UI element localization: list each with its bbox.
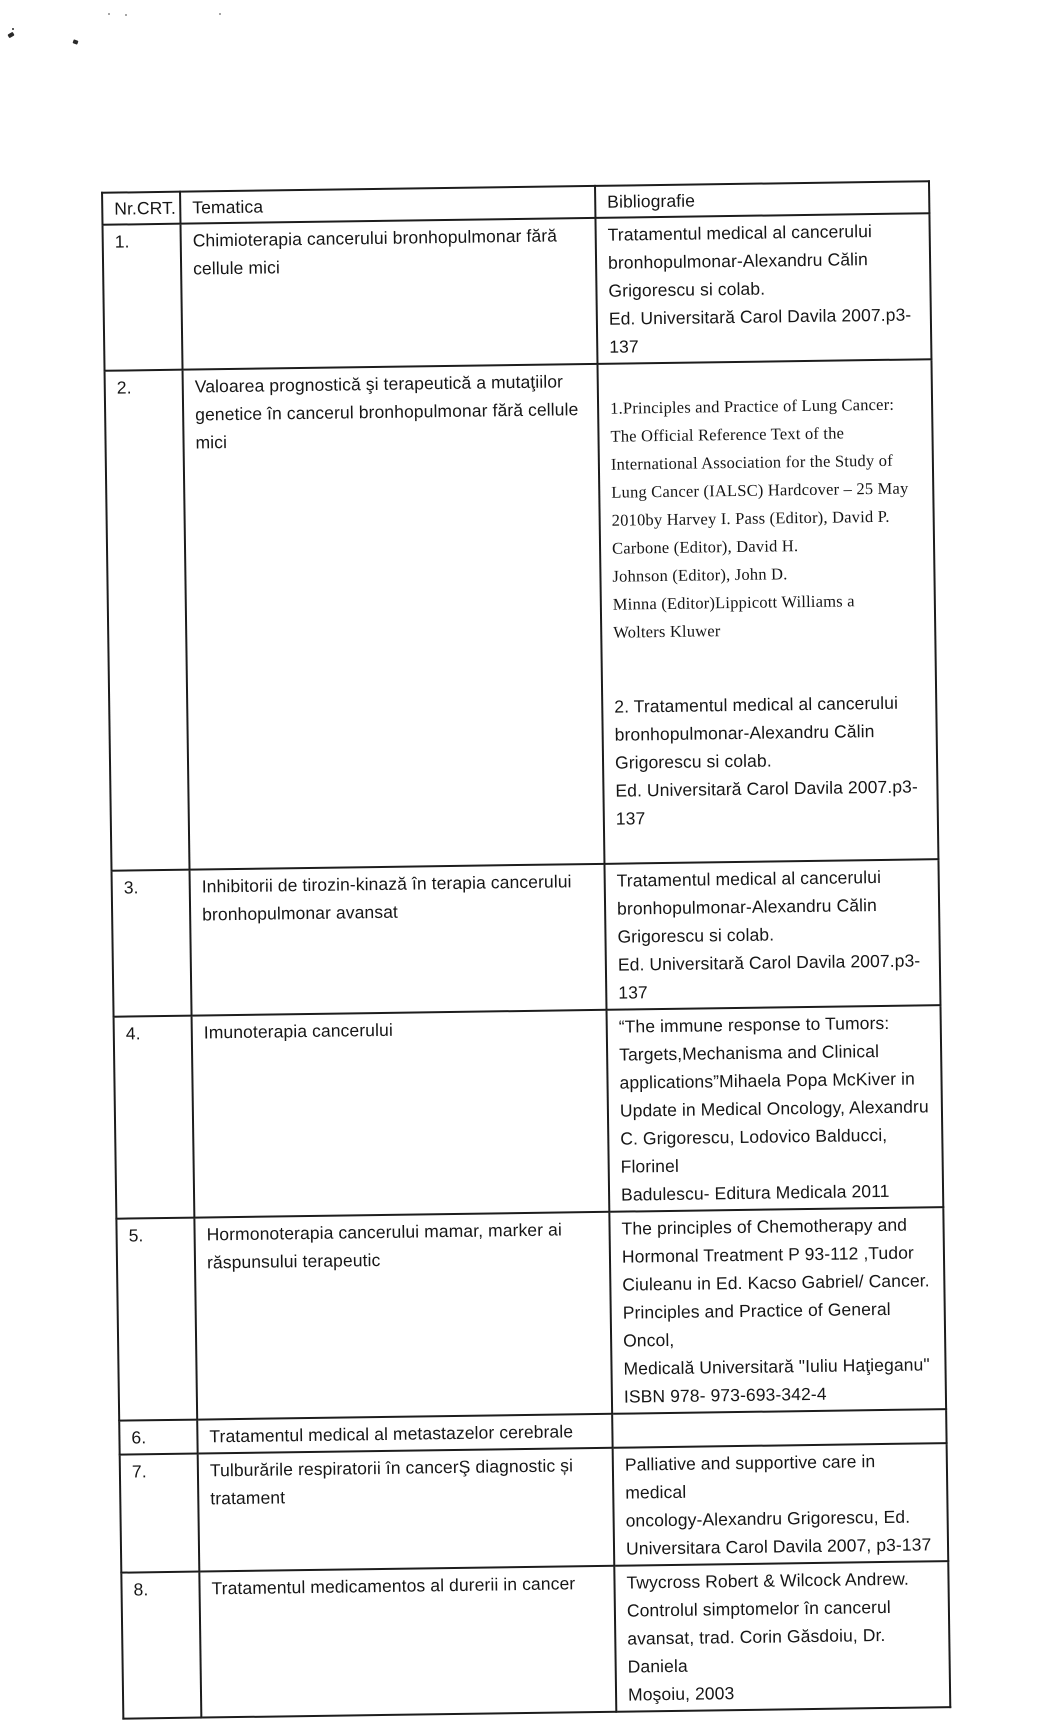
- tematica-cell: Imunoterapia cancerului: [192, 1010, 610, 1218]
- table-row: [116, 1207, 946, 1421]
- row-number-cell: 1.: [103, 224, 183, 371]
- bibliografie-cell: Tratamentul medical al cancerului bronhopulmonar-Alexandru Călin Grigorescu si colab. Ed. Universitară Carol Davila 2007.p3- 137: [604, 859, 940, 1010]
- bibliografie-cell: Twycross Robert & Wilcock Andrew. Controlul simptomelor în cancerul avansat, trad. Corin Găsdoiu, Dr. Daniela Moşoiu, 2003: [614, 1561, 950, 1712]
- row-number-cell: 2.: [105, 370, 190, 871]
- row-number-cell: 5.: [116, 1218, 197, 1421]
- bibliografie-cell: Tratamentul medical al cancerului bronhopulmonar-Alexandru Călin Grigorescu si colab. Ed. Universitară Carol Davila 2007.p3- 137: [595, 213, 931, 364]
- scan-speckle: [125, 14, 127, 16]
- scan-speckle: [108, 13, 110, 15]
- tematica-cell: Inhibitorii de tirozin-kinază în terapia cancerului bronhopulmonar avansat: [190, 864, 607, 1016]
- bibliografie-cell: Palliative and supportive care in medical oncology-Alexandru Grigorescu, Ed. Universitara Carol Davila 2007, p3-137: [613, 1443, 949, 1566]
- table-row: [120, 1443, 949, 1573]
- syllabus-table-wrapper: [101, 180, 953, 1719]
- row-number-cell: 6.: [119, 1420, 197, 1455]
- bibliografie-cell: “The immune response to Tumors: Targets,Mechanisma and Clinical applications”Mihaela Popa McKiver in Update in Medical Oncology, Alexandru C. Grigorescu, Lodovico Balducci, Florinel Badulescu- Editura Medicala 2011: [607, 1005, 944, 1212]
- bibliografie-cell: [597, 359, 938, 864]
- table-row: [105, 359, 939, 870]
- bibliografie-cell: The principles of Chemotherapy and Hormonal Treatment P 93-112 ,Tudor Ciuleanu in Ed. Kacso Gabriel/ Cancer. Principles and Practice of General Oncol, Medicală Universitară "Iuliu Haţieganu" ISBN 978- 973-693-342-4: [609, 1207, 946, 1414]
- header-bibliografie: Bibliografie: [595, 181, 929, 218]
- bibliografie-serif-part: 1.Principles and Practice of Lung Cancer: The Official Reference Text of the International Association for the Study of Lung Cancer (IALSC) Hardcover – 25 May 2010by Harvey I. Pass (Editor), David P. Carbone (Editor), David H. Johnson (Editor), John D. Minna (Editor)Lippicott Williams a Wolters Kluwer: [609, 394, 909, 642]
- table-row: [121, 1561, 950, 1719]
- bibliografie-cell: [612, 1409, 946, 1448]
- table-row: [103, 213, 932, 371]
- tematica-cell: Tulburările respiratorii în cancerŞ diagnostic și tratament: [198, 1448, 615, 1572]
- tematica-cell: Chimioterapia cancerului bronhopulmonar fără cellule mici: [180, 218, 597, 370]
- header-nr-crt: Nr.CRT.: [102, 192, 180, 225]
- syllabus-table: [101, 180, 951, 1719]
- tematica-cell: Tratamentul medicamentos al durerii in cancer: [199, 1566, 616, 1718]
- tematica-cell: Tratamentul medical al metastazelor cerebrale: [197, 1414, 612, 1454]
- bibliografie-sans-part: 2. Tratamentul medical al cancerului bronhopulmonar-Alexandru Călin Grigorescu si colab. Ed. Universitară Carol Davila 2007.p3- 137: [614, 692, 918, 829]
- scan-speckle: [7, 32, 14, 38]
- row-number-cell: 3.: [112, 870, 192, 1017]
- tematica-cell: Valoarea prognostică şi terapeutică a mutaţiilor genetice în cancerul bronhopulmonar fără cellule mici: [183, 364, 605, 870]
- table-row: [114, 1005, 944, 1219]
- row-number-cell: 4.: [114, 1016, 195, 1219]
- scan-speckle: [12, 28, 14, 30]
- table-row: [112, 859, 941, 1017]
- row-number-cell: 7.: [120, 1454, 200, 1573]
- tematica-cell: Hormonoterapia cancerului mamar, marker ai răspunsului terapeutic: [194, 1212, 612, 1420]
- row-number-cell: 8.: [121, 1572, 201, 1719]
- scan-speckle: [72, 39, 78, 44]
- header-tematica: Tematica: [180, 186, 595, 224]
- scan-speckle: [219, 13, 221, 15]
